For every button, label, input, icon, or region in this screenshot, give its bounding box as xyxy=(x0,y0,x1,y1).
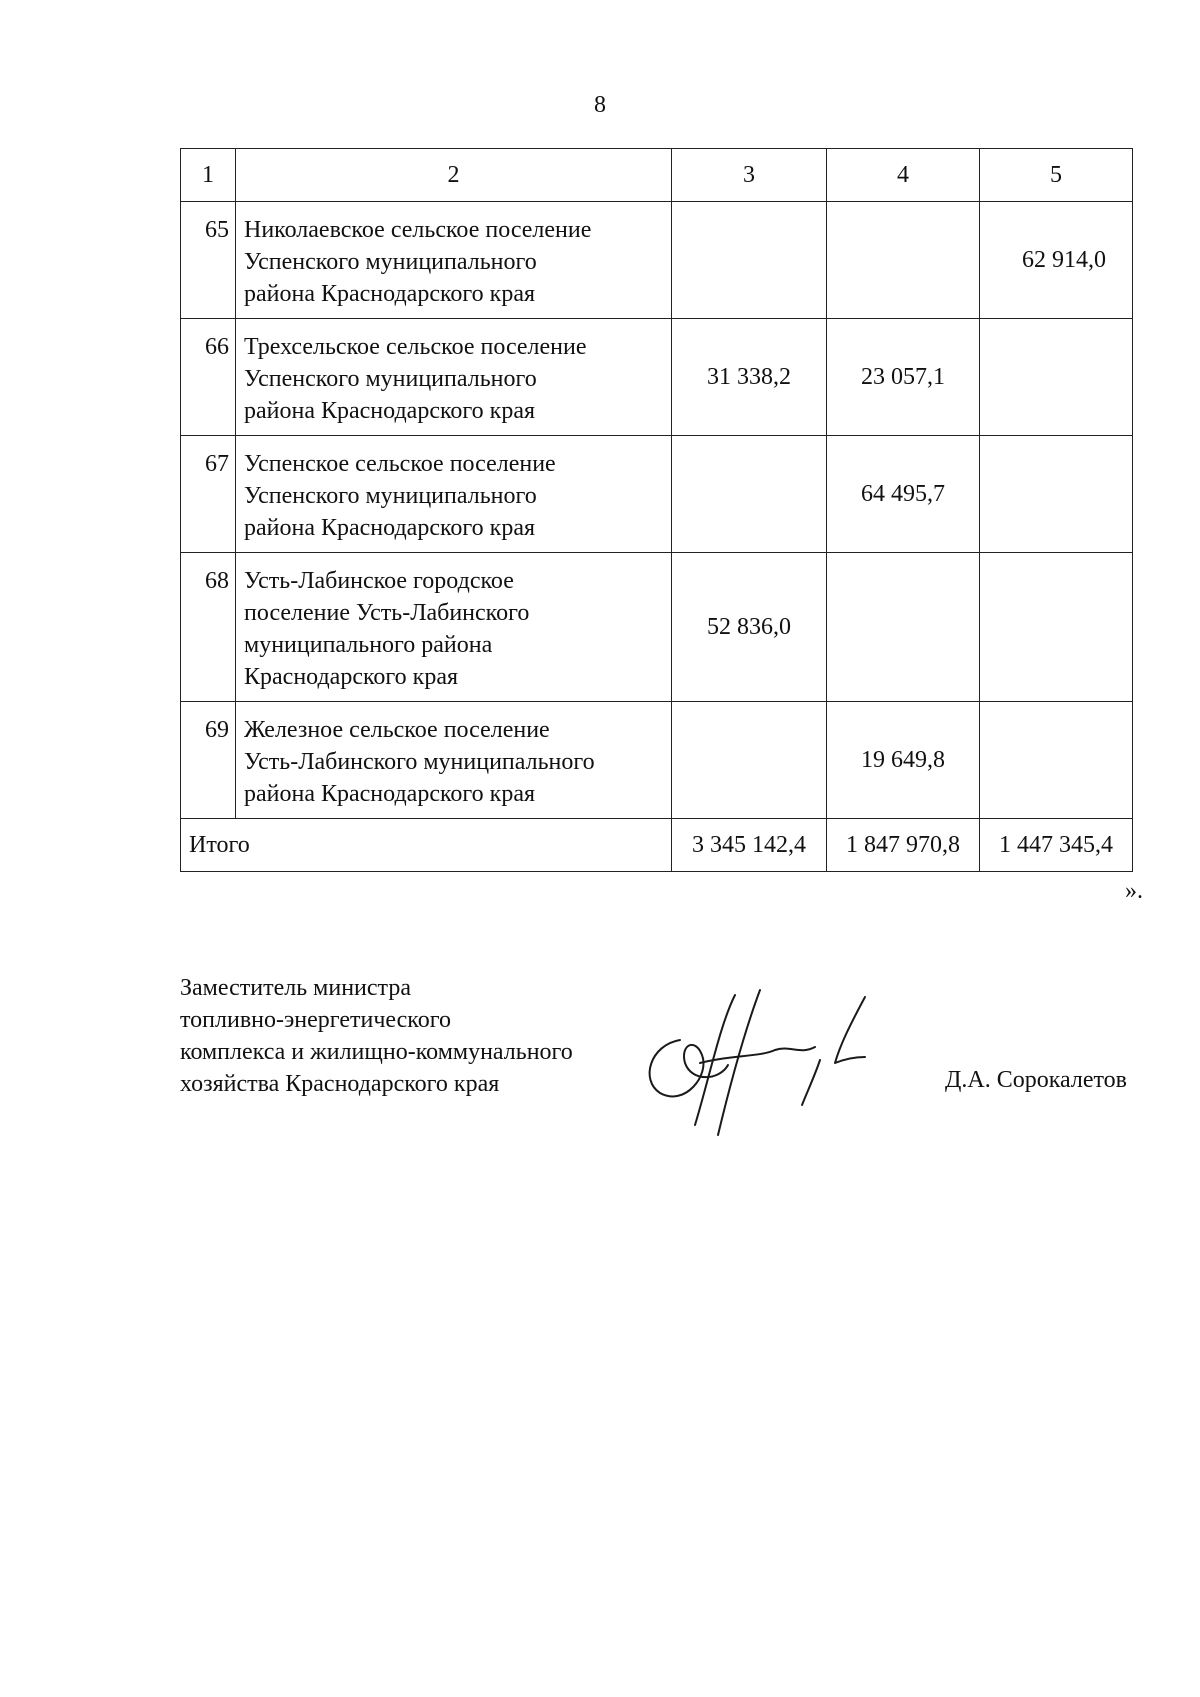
value-col3 xyxy=(672,436,827,553)
value-col3: 52 836,0 xyxy=(672,553,827,702)
value-col5 xyxy=(980,436,1133,553)
value-col3 xyxy=(672,702,827,819)
row-number: 65 xyxy=(181,202,236,319)
value-col5 xyxy=(980,553,1133,702)
table-row xyxy=(181,436,1133,553)
table-row xyxy=(181,702,1133,819)
closing-quote: ». xyxy=(1125,878,1143,904)
header-cell: 5 xyxy=(980,149,1133,202)
title-line: комплекса и жилищно-коммунального xyxy=(180,1039,573,1065)
table-row xyxy=(181,202,1133,319)
name-line: Николаевское сельское поселение xyxy=(244,217,592,243)
settlement-name xyxy=(236,553,672,702)
title-line: Заместитель министра xyxy=(180,975,411,1001)
row-number: 69 xyxy=(181,702,236,819)
title-line: топливно-энергетического xyxy=(180,1007,451,1033)
value-col4: 23 057,1 xyxy=(827,319,980,436)
value-col4 xyxy=(827,553,980,702)
settlement-name xyxy=(236,436,672,553)
row-number: 66 xyxy=(181,319,236,436)
name-line: района Краснодарского края xyxy=(244,281,536,307)
total-col5: 1 447 345,4 xyxy=(980,819,1133,872)
name-line: Успенское сельское поселение xyxy=(244,451,556,477)
value-col3 xyxy=(672,202,827,319)
name-line: Успенского муниципального xyxy=(244,366,537,392)
header-cell: 3 xyxy=(672,149,827,202)
signatory-title xyxy=(180,972,573,1100)
total-col4: 1 847 970,8 xyxy=(827,819,980,872)
header-cell: 1 xyxy=(181,149,236,202)
value-col3: 31 338,2 xyxy=(672,319,827,436)
name-line: муниципального района xyxy=(244,632,493,658)
value-col4: 64 495,7 xyxy=(827,436,980,553)
value-col4: 19 649,8 xyxy=(827,702,980,819)
allocation-table xyxy=(180,148,1133,872)
row-number: 67 xyxy=(181,436,236,553)
value-col5: 62 914,0 xyxy=(980,202,1133,319)
settlement-name xyxy=(236,319,672,436)
handwritten-signature xyxy=(640,985,900,1140)
total-row xyxy=(181,819,1133,872)
name-line: Железное сельское поселение xyxy=(244,717,550,743)
value-col5 xyxy=(980,319,1133,436)
name-line: Краснодарского края xyxy=(244,664,459,690)
name-line: Усть-Лабинское городское xyxy=(244,568,514,594)
name-line: Успенского муниципального xyxy=(244,483,537,509)
page-number: 8 xyxy=(594,92,606,118)
value-col4 xyxy=(827,202,980,319)
table-row xyxy=(181,319,1133,436)
name-line: района Краснодарского края xyxy=(244,398,536,424)
table-header-row xyxy=(181,149,1133,202)
table-row xyxy=(181,553,1133,702)
name-line: Усть-Лабинского муниципального xyxy=(244,749,595,775)
settlement-name xyxy=(236,702,672,819)
value-col5 xyxy=(980,702,1133,819)
name-line: района Краснодарского края xyxy=(244,781,536,807)
title-line: хозяйства Краснодарского края xyxy=(180,1071,500,1097)
settlement-name xyxy=(236,202,672,319)
row-number: 68 xyxy=(181,553,236,702)
total-col3: 3 345 142,4 xyxy=(672,819,827,872)
name-line: района Краснодарского края xyxy=(244,515,536,541)
header-cell: 2 xyxy=(236,149,672,202)
name-line: поселение Усть-Лабинского xyxy=(244,600,530,626)
signer-name: Д.А. Сорокалетов xyxy=(945,1067,1128,1093)
header-cell: 4 xyxy=(827,149,980,202)
name-line: Трехсельское сельское поселение xyxy=(244,334,587,360)
total-label: Итого xyxy=(181,819,672,872)
name-line: Успенского муниципального xyxy=(244,249,537,275)
